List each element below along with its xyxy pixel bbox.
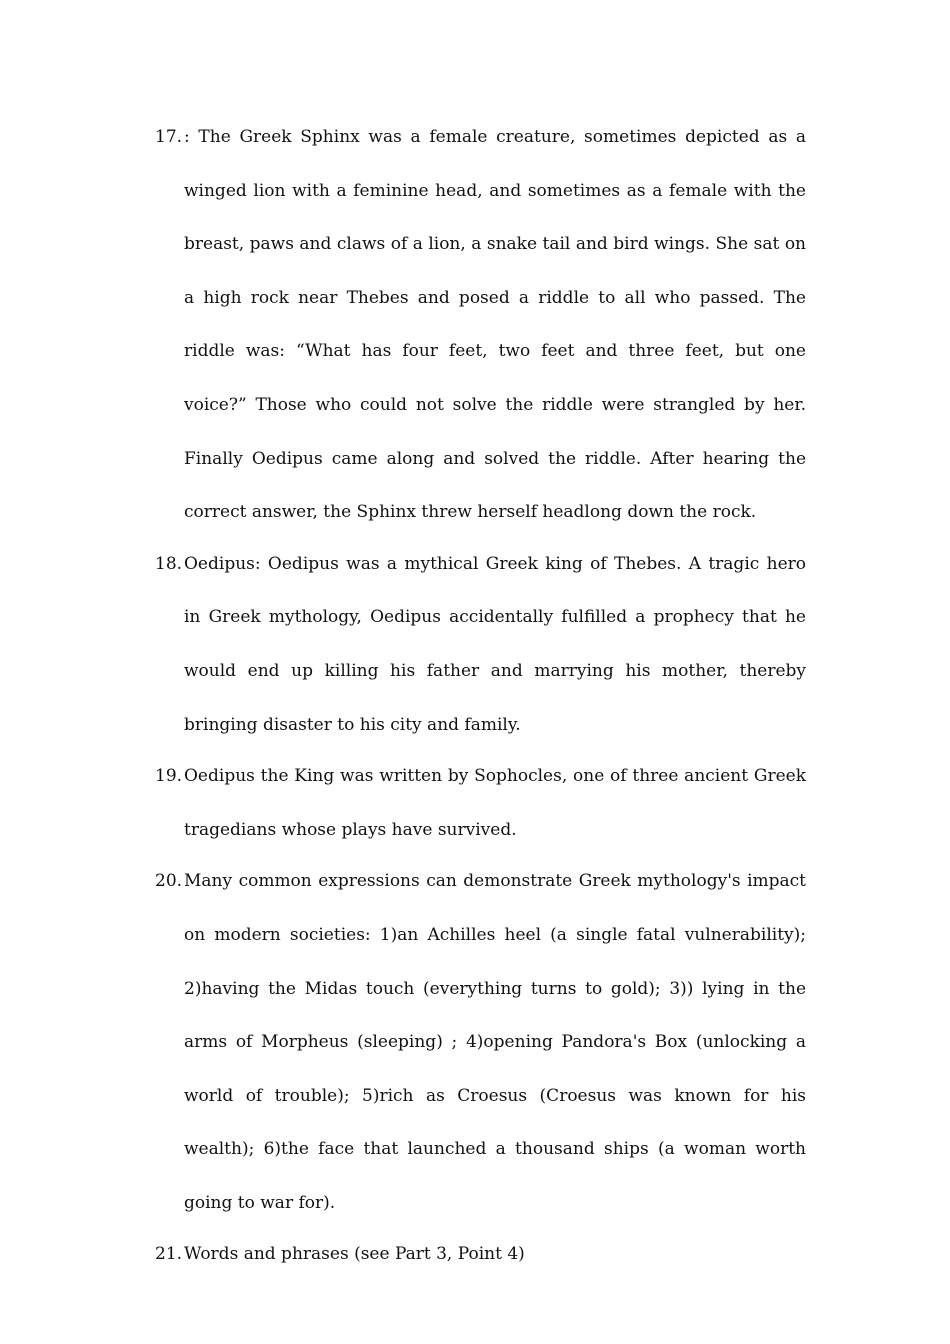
note-text: Many common expressions can demonstrate Greek mythology's impact on modern societies: 1)an Achilles heel (a single fatal vulnerability); 2)having the Midas touch (everything turns to gold); 3)) lying in the arms of Morpheus (sleeping) ; 4)opening Pandora's Box (unlocking a world of trouble); 5)rich as Croesus (Croesus was known for his wealth); 6)the face that launched a thousand ships (a woman worth going to war for).	[184, 871, 806, 1213]
note-item-21	[155, 1228, 806, 1282]
note-number: 17.	[155, 127, 183, 147]
note-number: 18.	[155, 553, 183, 574]
notes-list	[155, 111, 806, 1280]
note-text: Words and phrases (see Part 3, Point 4)	[184, 1244, 525, 1265]
note-item-17	[155, 111, 806, 540]
note-number: 20.	[155, 871, 183, 892]
note-number: 19.	[155, 766, 183, 787]
note-item-18	[155, 538, 806, 752]
note-text: Oedipus: Oedipus was a mythical Greek king of Thebes. A tragic hero in Greek mythology, Oedipus accidentally fulfilled a prophecy that he would end up killing his father and marrying his mother, thereby bringing disaster to his city and family.	[184, 553, 806, 735]
note-text: Oedipus the King was written by Sophocles, one of three ancient Greek tragedians whose plays have survived.	[184, 766, 806, 840]
note-text: : The Greek Sphinx was a female creature, sometimes depicted as a winged lion with a feminine head, and sometimes as a female with the breast, paws and claws of a lion, a snake tail and bird wings. She sat on a high rock near Thebes and posed a riddle to all who passed. The riddle was: “What has four feet, two feet and three feet, but one voice?” Those who could not solve the riddle were strangled by her. Finally Oedipus came along and solved the riddle. After hearing the correct answer, the Sphinx threw herself headlong down the rock.	[184, 127, 806, 523]
note-item-19	[155, 750, 806, 857]
note-item-20	[155, 855, 806, 1230]
note-number: 21.	[155, 1244, 183, 1265]
